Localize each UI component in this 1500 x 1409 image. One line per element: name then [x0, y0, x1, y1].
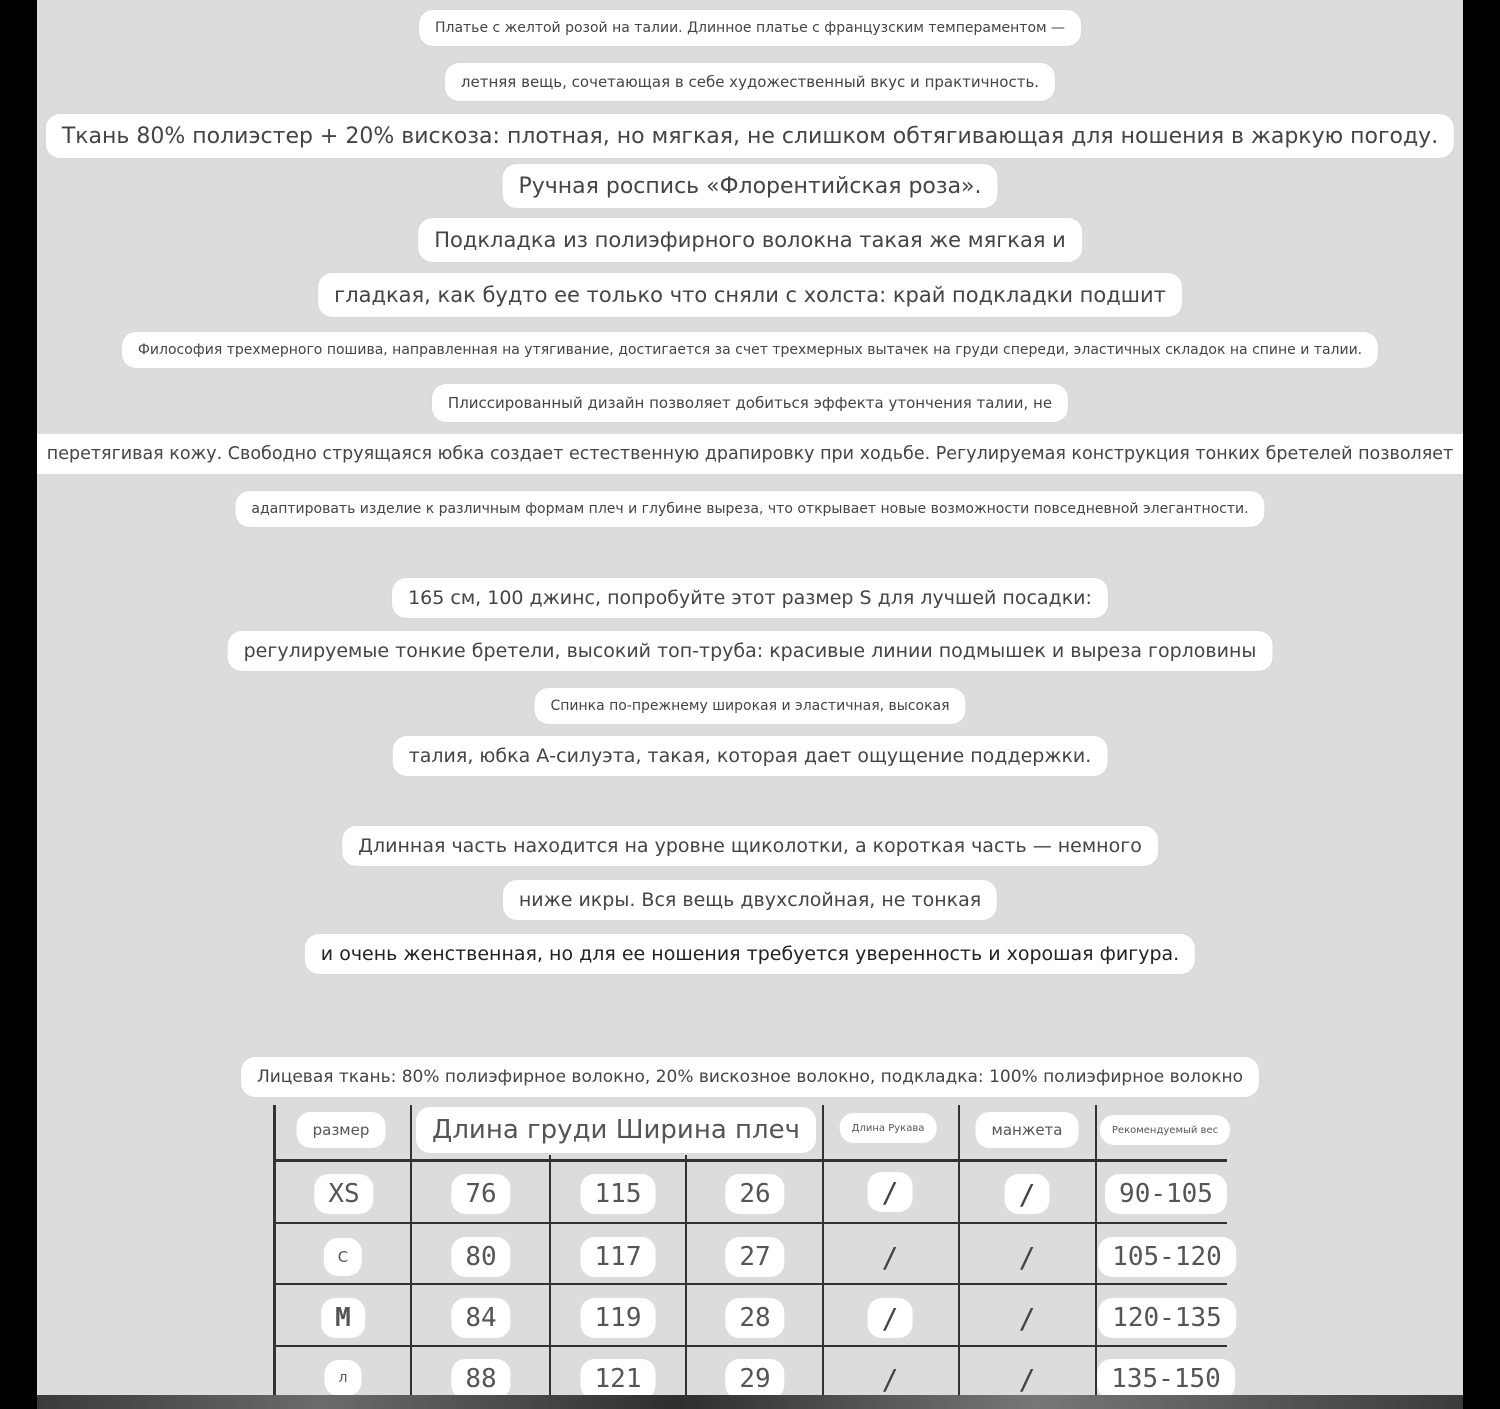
product-description-page: [37, 0, 1463, 1409]
cell-sleeve: /: [868, 1298, 913, 1338]
cell-weight: 105-120: [1098, 1237, 1236, 1277]
fit-line-4: талия, юбка А-силуэта, такая, которая дает ощущение поддержки.: [393, 736, 1108, 776]
header-cuff: манжета: [976, 1112, 1079, 1148]
description-line-1: Платье с желтой розой на талии. Длинное платье с французским темпераментом —: [419, 10, 1081, 46]
table-vline: [273, 1105, 276, 1409]
cell-length: 88: [451, 1359, 510, 1399]
length-line-2: ниже икры. Вся вещь двухслойная, не тонкая: [503, 880, 997, 920]
header-sleeve: Длина Рукава: [840, 1113, 937, 1143]
cell-size: XS: [314, 1174, 373, 1214]
header-chest-shoulder: Длина груди Ширина плеч: [416, 1107, 816, 1153]
cell-chest: 117: [581, 1237, 656, 1277]
table-hline: [273, 1222, 1227, 1224]
hand-painted-line: Ручная роспись «Флорентийская роза».: [503, 164, 998, 208]
cell-sleeve: /: [881, 1240, 899, 1274]
table-vline: [958, 1105, 960, 1409]
table-vline: [549, 1155, 551, 1409]
pleats-line-2: перетягивая кожу. Свободно струящаяся юбка создает естественную драпировку при ходьбе. Регулируемая конструкция тонких бретелей позволяет: [37, 434, 1463, 474]
table-vline: [410, 1105, 412, 1409]
header-weight: Рекомендуемый вес: [1100, 1115, 1230, 1145]
fit-line-2: регулируемые тонкие бретели, высокий топ-труба: красивые линии подмышек и выреза горловины: [228, 631, 1273, 671]
table-hline: [273, 1345, 1227, 1347]
cell-length: 84: [451, 1298, 510, 1338]
cell-sleeve: /: [881, 1362, 899, 1396]
cell-shoulder: 28: [725, 1298, 784, 1338]
cell-weight: 120-135: [1098, 1298, 1236, 1338]
table-hline: [273, 1283, 1227, 1285]
table-vline: [1095, 1105, 1097, 1409]
header-size: размер: [297, 1112, 386, 1148]
cell-shoulder: 27: [725, 1237, 784, 1277]
lining-line-2: гладкая, как будто ее только что сняли с холста: край подкладки подшит: [318, 273, 1182, 317]
cell-cuff: /: [1005, 1174, 1050, 1214]
fit-line-3: Спинка по-прежнему широкая и эластичная, высокая: [534, 688, 965, 724]
cell-shoulder: 26: [725, 1174, 784, 1214]
fabric-info-line: Лицевая ткань: 80% полиэфирное волокно, 20% вискозное волокно, подкладка: 100% полиэфирное волокно: [241, 1057, 1259, 1097]
length-line-3: и очень женственная, но для ее ношения требуется уверенность и хорошая фигура.: [305, 934, 1195, 974]
cell-weight: 90-105: [1105, 1174, 1227, 1214]
cell-cuff: /: [1018, 1240, 1036, 1274]
cell-length: 80: [451, 1237, 510, 1277]
photo-strip: [37, 1395, 1463, 1409]
cell-cuff: /: [1018, 1362, 1036, 1396]
lining-line-1: Подкладка из полиэфирного волокна такая же мягкая и: [418, 218, 1082, 262]
straps-line: адаптировать изделие к различным формам плеч и глубине выреза, что открывает новые возможности повседневной элегантности.: [235, 491, 1264, 527]
cell-size: л: [325, 1360, 362, 1396]
cell-chest: 121: [581, 1359, 656, 1399]
cell-weight: 135-150: [1097, 1359, 1235, 1399]
fabric-composition-line: Ткань 80% полиэстер + 20% вискоза: плотная, но мягкая, не слишком обтягивающая для ношения в жаркую погоду.: [46, 114, 1454, 158]
table-vline: [822, 1105, 824, 1409]
length-line-1: Длинная часть находится на уровне щиколотки, а короткая часть — немного: [342, 826, 1158, 866]
cell-cuff: /: [1018, 1301, 1036, 1335]
tailoring-line: Философия трехмерного пошива, направленная на утягивание, достигается за счет трехмерных вытачек на груди спереди, эластичных складок на спине и талии.: [122, 332, 1378, 368]
table-hline: [273, 1159, 1227, 1162]
pleats-line-1: Плиссированный дизайн позволяет добиться эффекта утончения талии, не: [432, 384, 1068, 422]
cell-size: M: [321, 1298, 365, 1338]
cell-size: С: [324, 1238, 362, 1276]
cell-length: 76: [451, 1174, 510, 1214]
fit-line-1: 165 см, 100 джинс, попробуйте этот размер S для лучшей посадки:: [392, 578, 1108, 618]
cell-sleeve: /: [868, 1172, 913, 1212]
cell-chest: 119: [581, 1298, 656, 1338]
cell-chest: 115: [581, 1174, 656, 1214]
description-line-2: летняя вещь, сочетающая в себе художественный вкус и практичность.: [445, 63, 1055, 101]
cell-shoulder: 29: [725, 1359, 784, 1399]
table-vline: [685, 1155, 687, 1409]
